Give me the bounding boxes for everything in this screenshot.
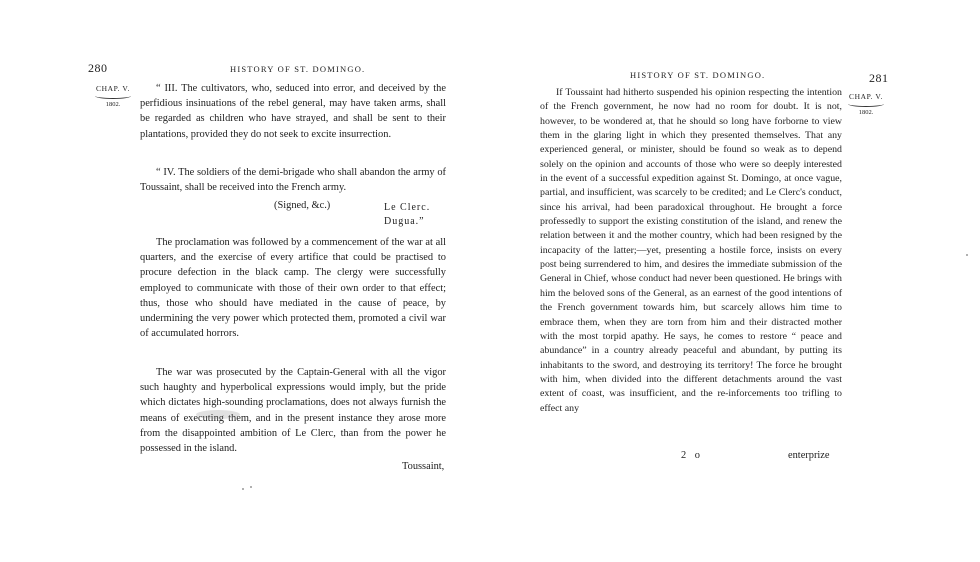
right-page-number: 281 (869, 71, 889, 85)
right-page (490, 0, 980, 562)
signed-label: (Signed, &c.) (274, 200, 331, 211)
left-running-head: HISTORY OF ST. DOMINGO. (230, 64, 366, 74)
right-margin-note (846, 92, 886, 117)
margin-brace (848, 101, 884, 107)
margin-chapter: CHAP. V. (96, 84, 130, 93)
margin-year: 1802. (105, 101, 121, 108)
paper-speck (250, 486, 252, 488)
proclamation-paragraph: The proclamation was followed by a commencement of the war at all quarters, and the exercise of every artifice that could be practised to procure defection in the black camp. The clergy were successfully employed to communicate with those of their own order to that effect; thus, those who should have mediated in the cause of peace, by undermining the very power which protected them, promoted a civil war of accumulated horrors. (140, 237, 446, 340)
ink-smudge (196, 410, 240, 419)
left-page-number: 280 (88, 61, 108, 75)
article-iv-paragraph: “ IV. The soldiers of the demi-brigade who shall abandon the army of Toussaint, shall be received into the French army. (140, 167, 446, 194)
signatories (384, 201, 430, 229)
left-catchword: Toussaint, (402, 461, 445, 472)
left-margin-note (93, 84, 133, 109)
signatory-dugua: Dugua.” (384, 216, 425, 227)
paper-speck (242, 488, 244, 490)
margin-year: 1802. (858, 109, 874, 116)
war-paragraph: The war was prosecuted by the Captain-General with all the vigor such haughty and hyperbolical expressions would imply, but the pride which dictates high-sounding proclamations, does not always furnish the means of executing them, and in the present instance they arose more from the disappointed ambition of Le Clerc, than from the power he possessed in the island. (140, 367, 446, 455)
signatory-leclerc: Le Clerc. (384, 202, 431, 213)
article-iii-paragraph: “ III. The cultivators, who, seduced into error, and deceived by the perfidious insinuations of the rebel general, may have taken arms, shall be regarded as children who have strayed, and shall be sent to their plantations, provided they do not seek to excite insurrection. (140, 83, 446, 140)
margin-chapter: CHAP. V. (849, 92, 883, 101)
right-catchword: enterprize (788, 450, 830, 461)
paper-speck (966, 254, 968, 256)
toussaint-opinion-paragraph: If Toussaint had hitherto suspended his opinion respecting the intention of the French government, he now had no room for doubt. It is not, however, to be wondered at, that he should so long have forborne to view them in the glaring light in which they presented themselves. That any experienced general, or minister, should be found so weak as to depend solely on the opinion and accounts of those who were so deeply interested in the event of a successful expedition against St. Domingo, at once vague, partial, and insufficient, was scarcely to be credited; and Le Clerc's conduct, since his arrival, had been paradoxical throughout. He brought a force professedly to support the existing constitution of the island, and renew the relation between it and the mother country, which had been resigned by the incapacity of the latter;—yet, presenting a hostile force, insists on every post being surrendered to him, and desires the immediate submission of the General in Chief, whose conduct had never been questioned. He brings with him the beloved sons of the General, as an earnest of the good intentions of the French government towards him, but scarcely allows him time to embrace them, when they are torn from him and their distracted mother with the most torpid apathy. He says, he comes to restore “ peace and abundance” in a country already peaceful and abundant, by putting its inhabitants to the sword, and destroying its territory! The force he brought with him, when divided into the different detachments around the vast extent of coast, was insufficient, and the re-inforcements too trifling to effect any (540, 87, 842, 414)
right-running-head: HISTORY OF ST. DOMINGO. (630, 70, 766, 80)
printer-signature-mark: 2 o (681, 450, 703, 461)
margin-brace (95, 93, 131, 99)
